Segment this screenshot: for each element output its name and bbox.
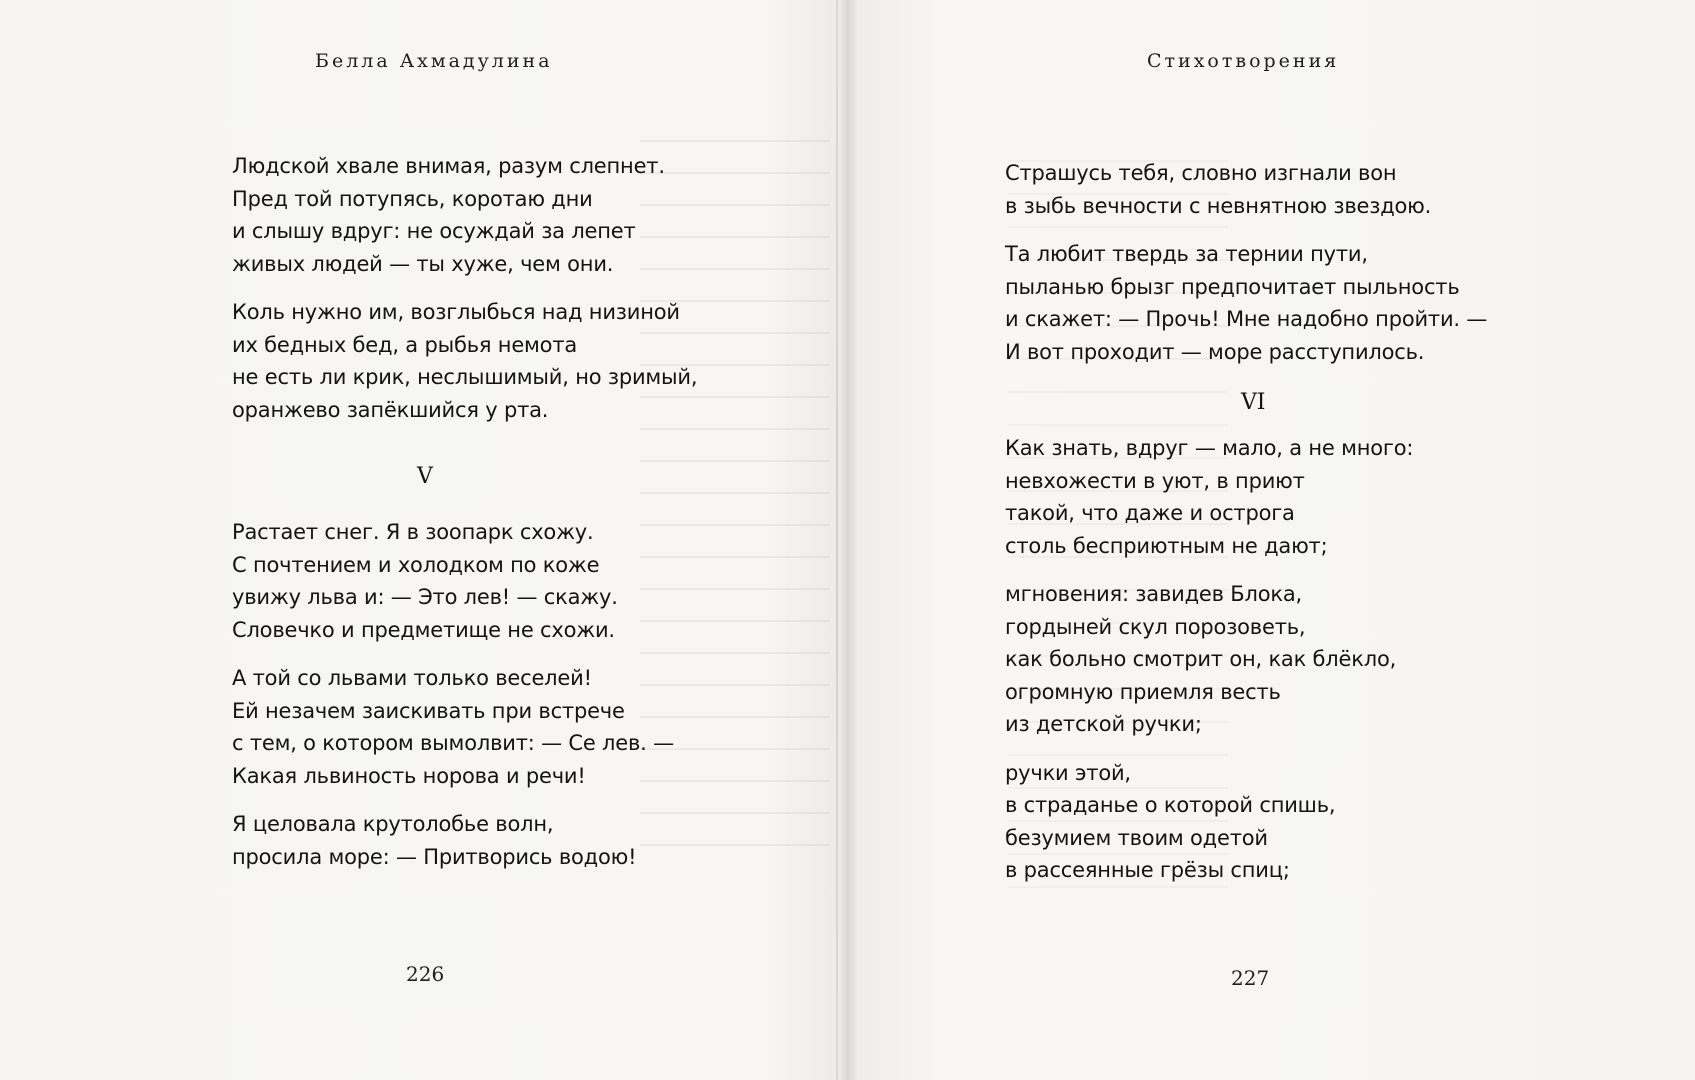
stanza	[232, 662, 792, 792]
poem-line: с тем, о котором вымолвит: — Се лев. —	[232, 731, 674, 755]
poem-line: как больно смотрит он, как блёкло,	[1005, 647, 1397, 671]
poem-text	[232, 150, 792, 873]
poem-line: И вот проходит — море расступилось.	[1005, 339, 1425, 364]
page-number: 226	[406, 962, 445, 986]
running-head: Белла Ахмадулина	[315, 50, 553, 72]
section-number: VI	[1241, 390, 1266, 415]
poem-line: из детской ручки;	[1005, 712, 1202, 736]
poem-line: ручки этой,	[1005, 760, 1131, 785]
poem-line: увижу льва и: — Это лев! — скажу.	[232, 585, 618, 609]
stanza	[232, 808, 792, 873]
poem-line: в страданье о которой спишь,	[1005, 793, 1336, 817]
poem-line: Словечко и предметище не схожи.	[232, 617, 615, 642]
poem-line: огромную приемля весть	[1005, 679, 1281, 704]
poem-line: Какая львиность норова и речи!	[232, 763, 586, 788]
poem-line: не есть ли крик, неслышимый, но зримый,	[232, 365, 698, 389]
poem-line: и скажет: — Прочь! Мне надобно пройти. —	[1005, 307, 1488, 331]
stanza	[1005, 157, 1605, 222]
poem-line: Ей незачем заискивать при встрече	[232, 698, 625, 723]
poem-line: А той со львами только веселей!	[232, 666, 592, 690]
left-page	[0, 0, 838, 1080]
section-number: V	[417, 464, 433, 489]
poem-line: мгновения: завидев Блока,	[1005, 582, 1302, 606]
poem-line: их бедных бед, а рыбья немота	[232, 332, 578, 357]
poem-line: Людской хвале внимая, разум слепнет.	[232, 154, 665, 178]
poem-line: и слышу вдруг: не осуждай за лепет	[232, 219, 636, 243]
poem-line: такой, что даже и острога	[1005, 501, 1295, 525]
running-head: Стихотворения	[1147, 50, 1340, 72]
poem-line: Я целовала крутолобье волн,	[232, 812, 554, 836]
poem-line: Коль нужно им, возглыбься над низиной	[232, 300, 680, 324]
poem-line: Как знать, вдруг — мало, а не много:	[1005, 436, 1414, 460]
poem-line: просила море: — Притворись водою!	[232, 844, 637, 869]
poem-line: гордыней скул порозоветь,	[1005, 614, 1306, 639]
poem-line: Пред той потупясь, коротаю дни	[232, 186, 593, 211]
poem-line: С почтением и холодком по коже	[232, 552, 600, 577]
stanza	[232, 516, 792, 646]
poem-line: в зыбь вечности с невнятною звездою.	[1005, 193, 1432, 218]
poem-text	[1005, 157, 1605, 887]
stanza	[232, 296, 792, 426]
poem-line: столь бесприютным не дают;	[1005, 533, 1328, 558]
stanza	[1005, 432, 1605, 562]
poem-line: Страшусь тебя, словно изгнали вон	[1005, 161, 1397, 185]
poem-line: Та любит твердь за тернии пути,	[1005, 242, 1368, 266]
poem-line: оранжево запёкшийся у рта.	[232, 397, 549, 422]
poem-line: пыланью брызг предпочитает пыльность	[1005, 274, 1460, 299]
stanza	[1005, 757, 1605, 887]
poem-line: в рассеянные грёзы спиц;	[1005, 858, 1290, 882]
poem-line: Растает снег. Я в зоопарк схожу.	[232, 520, 594, 544]
poem-line: живых людей — ты хуже, чем они.	[232, 251, 614, 276]
stanza	[1005, 578, 1605, 741]
poem-line: безумием твоим одетой	[1005, 825, 1268, 850]
stanza	[1005, 238, 1605, 368]
right-page	[838, 0, 1695, 1080]
poem-line: невхожести в уют, в приют	[1005, 468, 1305, 493]
stanza	[232, 150, 792, 280]
page-number: 227	[1231, 966, 1270, 990]
